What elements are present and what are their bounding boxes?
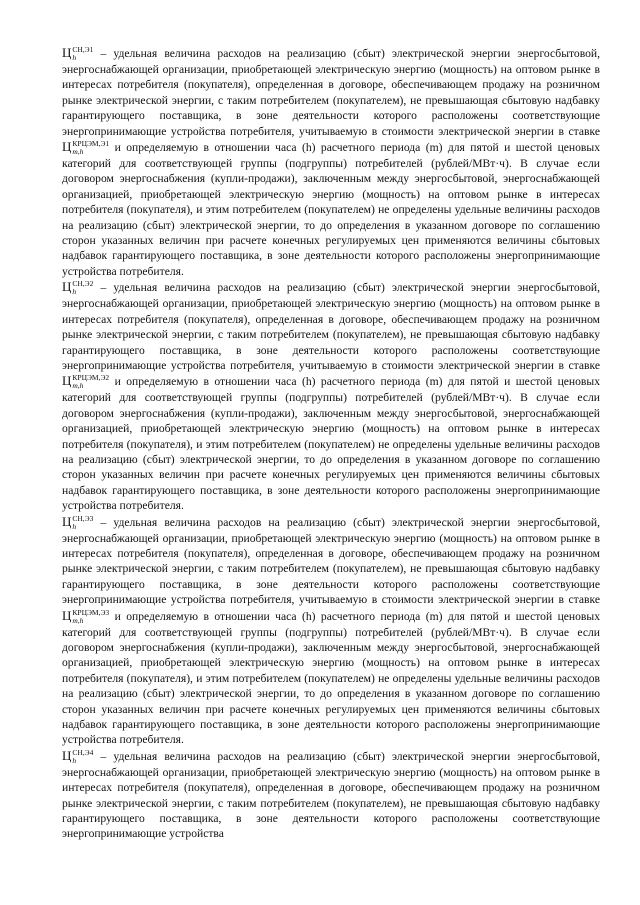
formula-symbol: Ц КРЦЭМ,Э3 m,h — [62, 607, 110, 625]
paragraph-sn-e3 — [62, 514, 600, 748]
paragraph-text: – удельная величина расходов на реализацию (сбыт) электрической энергии энергосбытовой, энергоснабжающей организации, приобретающей электрическую энергию (мощность) на оптовом рынке в интересах потребителя (покупателя), определенная в договоре, обеспечивающем продажу на розничном рынке электрической энергии, с таким потребителем (покупателем), не превышающая сбытовую надбавку гарантирующего поставщика, в зоне деятельности которого расположены соответствующие энергопринимающие устройства потребителя, учитываемую в стоимости электрической энергии в ставке — [62, 281, 600, 372]
formula-symbol: Ц КРЦЭМ,Э1 m,h — [62, 139, 110, 157]
paragraph-text: и определяемую в отношении часа (h) расчетного периода (m) для пятой и шестой ценовых категорий для соответствующей группы (подгруппы) потребителей (рублей/МВт·ч). В случае если договором энергоснабжения (купли-продажи), заключенным между энергосбытовой, энергоснабжающей организацией, приобретающей электрическую энергию (мощность) на оптовом рынке в интересах потребителя (покупателя), и этим потребителем (покупателем) не определены удельные величины расходов на реализацию (сбыт) электрической энергии, то до определения в указанном договоре по соглашению сторон указанных величин при расчете конечных регулируемых цен применяются величины сбытовых надбавок гарантирующего поставщика, в зоне деятельности которого расположены энергопринимающие устройства потребителя. — [62, 375, 600, 513]
paragraph-sn-e4 — [62, 748, 600, 842]
paragraph-text: и определяемую в отношении часа (h) расчетного периода (m) для пятой и шестой ценовых категорий для соответствующей группы (подгруппы) потребителей (рублей/МВт·ч). В случае если договором энергоснабжения (купли-продажи), заключенным между энергосбытовой, энергоснабжающей организацией, приобретающей электрическую энергию (мощность) на оптовом рынке в интересах потребителя (покупателя), и этим потребителем (покупателем) не определены удельные величины расходов на реализацию (сбыт) электрической энергии, то до определения в указанном договоре по соглашению сторон указанных величин при расчете конечных регулируемых цен применяются величины сбытовых надбавок гарантирующего поставщика, в зоне деятельности которого расположены энергопринимающие устройства потребителя. — [62, 141, 600, 278]
document-page — [62, 45, 600, 842]
formula-symbol: Ц СН,Э1 h — [62, 45, 94, 62]
formula-symbol: Ц СН,Э2 h — [62, 279, 94, 297]
paragraph-sn-e1 — [62, 45, 600, 279]
formula-symbol: Ц КРЦЭМ,Э2 m,h — [62, 373, 110, 391]
paragraph-text: – удельная величина расходов на реализацию (сбыт) электрической энергии энергосбытовой, энергоснабжающей организации, приобретающей электрическую энергию (мощность) на оптовом рынке в интересах потребителя (покупателя), определенная в договоре, обеспечивающем продажу на розничном рынке электрической энергии, с таким потребителем (покупателем), не превышающая сбытовую надбавку гарантирующего поставщика, в зоне деятельности которого расположены соответствующие энергопринимающие устройства потребителя, учитываемую в стоимости электрической энергии в ставке — [62, 47, 600, 138]
paragraph-sn-e2 — [62, 279, 600, 513]
paragraph-text: – удельная величина расходов на реализацию (сбыт) электрической энергии энергосбытовой, энергоснабжающей организации, приобретающей электрическую энергию (мощность) на оптовом рынке в интересах потребителя (покупателя), определенная в договоре, обеспечивающем продажу на розничном рынке электрической энергии, с таким потребителем (покупателем), не превышающая сбытовую надбавку гарантирующего поставщика, в зоне деятельности которого расположены соответствующие энергопринимающие устройства — [62, 749, 600, 841]
formula-symbol: Ц СН,Э4 h — [62, 747, 94, 765]
paragraph-text: – удельная величина расходов на реализацию (сбыт) электрической энергии энергосбытовой, энергоснабжающей организации, приобретающей электрическую энергию (мощность) на оптовом рынке в интересах потребителя (покупателя), определенная в договоре, обеспечивающем продажу на розничном рынке электрической энергии, с таким потребителем (покупателем), не превышающая сбытовую надбавку гарантирующего поставщика, в зоне деятельности которого расположены соответствующие энергопринимающие устройства потребителя, учитываемую в стоимости электрической энергии в ставке — [62, 515, 600, 607]
formula-symbol: Ц СН,Э3 h — [62, 513, 94, 531]
paragraph-text: и определяемую в отношении часа (h) расчетного периода (m) для пятой и шестой ценовых категорий для соответствующей группы (подгруппы) потребителей (рублей/МВт·ч). В случае если договором энергоснабжения (купли-продажи), заключенным между энергосбытовой, энергоснабжающей организацией, приобретающей электрическую энергию (мощность) на оптовом рынке в интересах потребителя (покупателя), и этим потребителем (покупателем) не определены удельные величины расходов на реализацию (сбыт) электрической энергии, то до определения в указанном договоре по соглашению сторон указанных величин при расчете конечных регулируемых цен применяются величины сбытовых надбавок гарантирующего поставщика, в зоне деятельности которого расположены энергопринимающие устройства потребителя. — [62, 609, 600, 747]
